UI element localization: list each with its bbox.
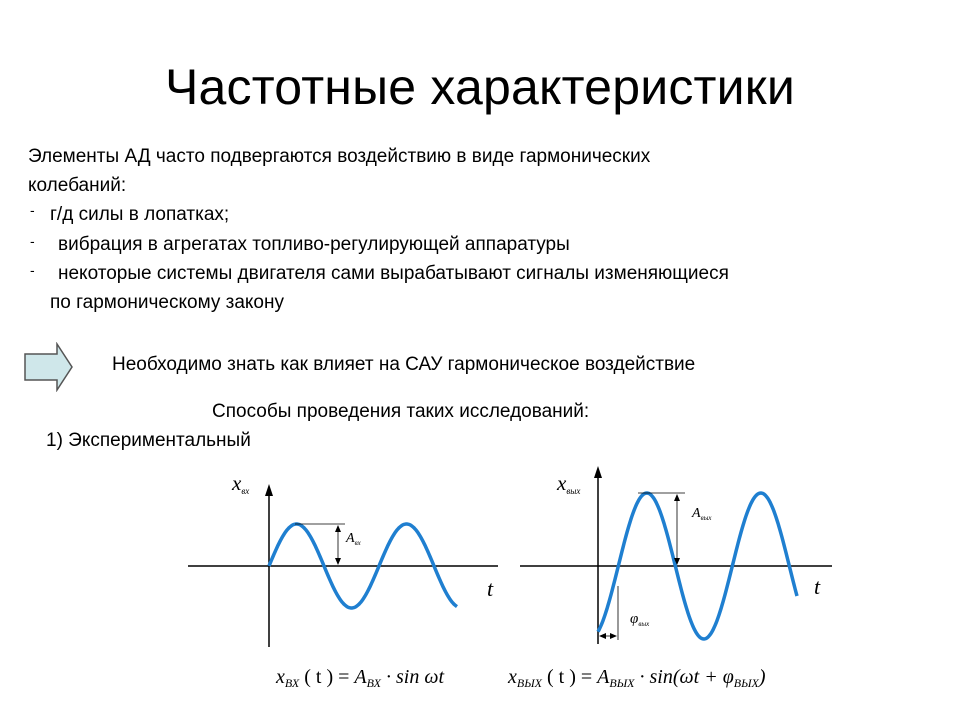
amplitude-label: $A_{вх}$	[346, 531, 361, 547]
x-axis-label: t	[487, 576, 494, 601]
y-axis-arrowhead	[265, 484, 273, 496]
slide-title: Частотные характеристики	[165, 59, 795, 115]
bullet-item-3-cont: по гармоническому закону	[50, 292, 284, 313]
right-arrow-shape	[25, 344, 72, 390]
x-axis-label: t	[814, 574, 821, 599]
y-axis-arrowhead	[594, 466, 602, 478]
y-axis-label: xвых	[557, 471, 581, 496]
phase-arrow-left	[599, 633, 606, 639]
right-arrow-icon	[24, 342, 74, 392]
input-signal-diagram	[180, 462, 510, 652]
amplitude-label: $A_{вых}$	[692, 506, 712, 522]
y-axis-label: xвх	[232, 471, 250, 496]
arrow-statement: Необходимо знать как влияет на САУ гармоническое воздействие	[112, 354, 696, 375]
bullet-marker: -	[30, 262, 35, 278]
amplitude-arrow-up	[674, 494, 680, 501]
input-formula: $x_{ВХ}$ ( t ) = $A_{ВХ} \cdot \sin \omega t$	[276, 666, 445, 690]
phase-label: $\varphi_{вых}$	[630, 611, 650, 628]
bullet-item-2: вибрация в агрегатах топливо-регулирующей аппаратуры	[58, 234, 570, 255]
intro-line-2: колебаний:	[28, 175, 127, 196]
amplitude-arrow-up	[335, 525, 341, 532]
method-experimental: 1) Экспериментальный	[46, 430, 251, 451]
intro-line-1: Элементы АД часто подвергаются воздействию в виде гармонических	[28, 146, 651, 167]
bullet-item-3: некоторые системы двигателя сами вырабатывают сигналы изменяющиеся	[58, 263, 729, 284]
methods-heading: Способы проведения таких исследований:	[212, 401, 590, 422]
bullet-marker: -	[30, 202, 35, 218]
bullet-item-1: г/д силы в лопатках;	[50, 204, 230, 225]
output-formula: $x_{ВЫХ}$ ( t ) = $A_{ВЫХ} \cdot \sin(\omega t + \varphi_{ВЫХ})$	[508, 666, 766, 690]
phase-arrow-right	[610, 633, 617, 639]
output-signal-diagram	[520, 462, 840, 652]
bullet-marker: -	[30, 233, 35, 249]
amplitude-arrow-down	[335, 558, 341, 565]
